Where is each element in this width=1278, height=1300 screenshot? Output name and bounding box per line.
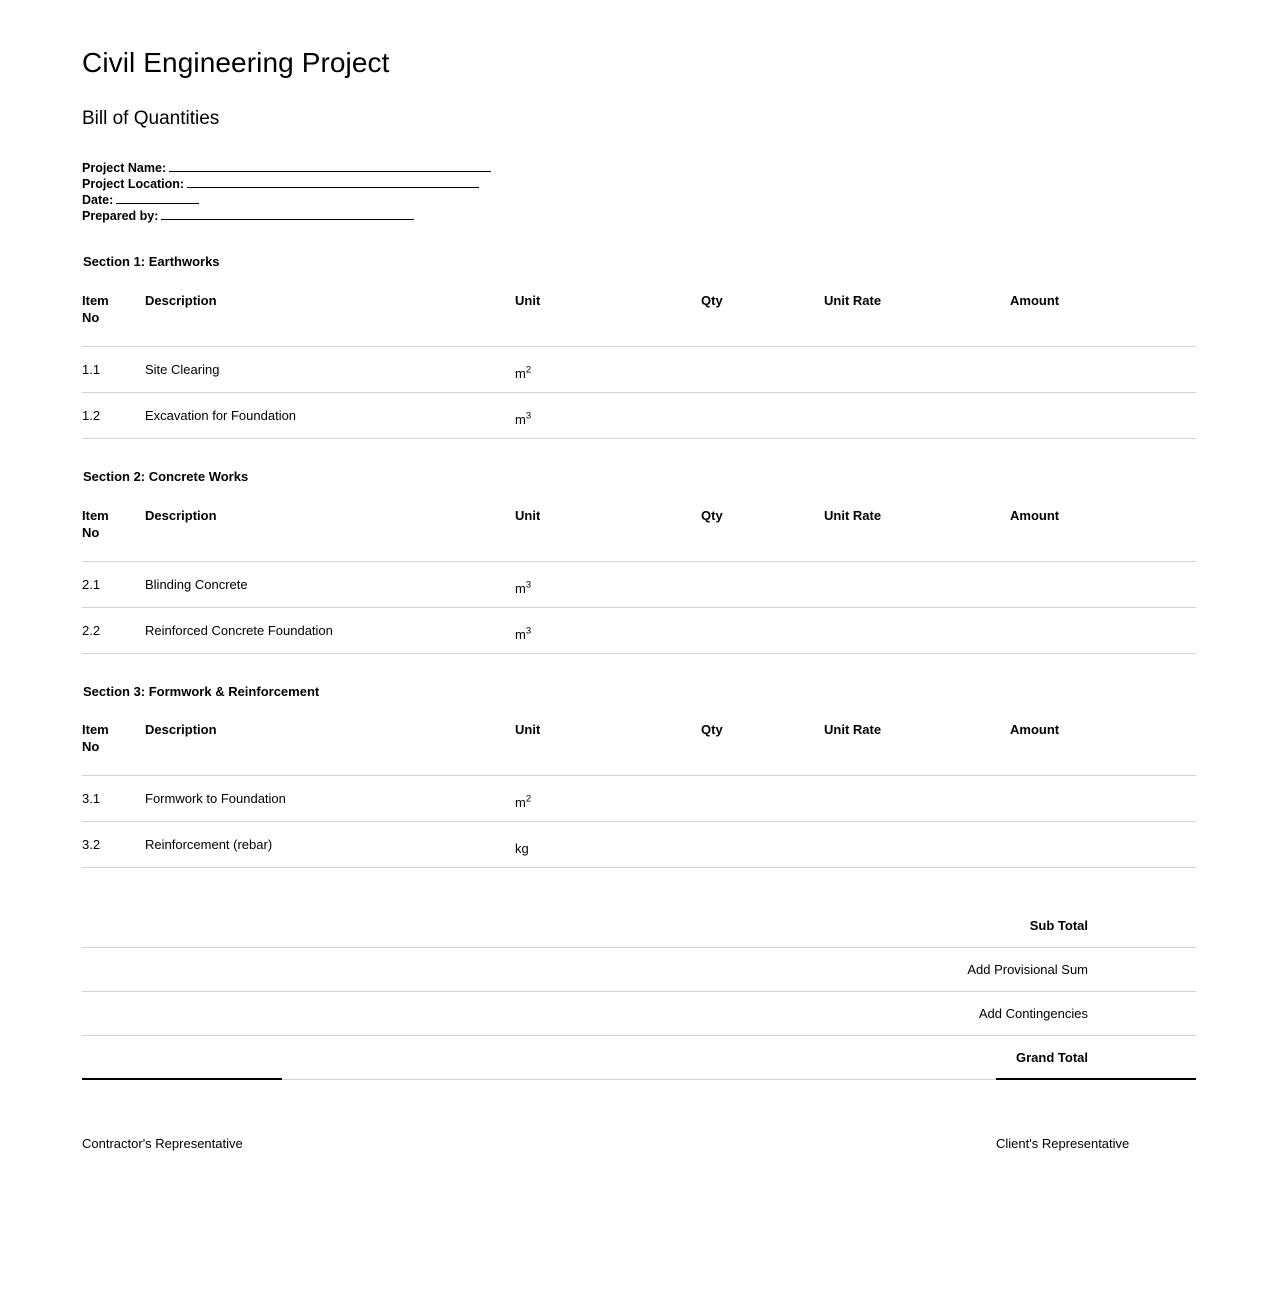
project-info-label: Date: xyxy=(82,193,114,208)
unit-exponent: 2 xyxy=(525,793,532,805)
project-info-input[interactable] xyxy=(161,209,414,220)
column-header-unit: Unit xyxy=(515,292,541,308)
cell-amount[interactable] xyxy=(1010,607,1196,653)
project-info-line xyxy=(82,176,1196,192)
section-title: Section 2: Concrete Works xyxy=(83,468,249,484)
cell-unit-rate[interactable] xyxy=(824,822,1010,868)
cell-unit xyxy=(515,822,701,868)
unit-base: m xyxy=(515,411,526,427)
cell-unit-rate[interactable] xyxy=(824,346,1010,392)
cell-item-no: 3.1 xyxy=(82,776,145,822)
cell-qty[interactable] xyxy=(701,346,824,392)
boq-section xyxy=(82,254,1196,439)
boq-section xyxy=(82,469,1196,654)
table-row xyxy=(82,607,1196,653)
cell-unit-rate[interactable] xyxy=(824,776,1010,822)
column-header-qty: Qty xyxy=(701,292,723,308)
cell-description: Excavation for Foundation xyxy=(145,392,515,438)
unit-value xyxy=(515,795,531,810)
column-header-item-no-line1: Item xyxy=(82,722,109,738)
column-header-item-no-line2: No xyxy=(82,524,100,540)
column-header-item-no-line2: No xyxy=(82,309,100,325)
table-header-row xyxy=(82,721,1196,776)
signature-contractor xyxy=(82,1078,282,1152)
totals-row xyxy=(82,948,1196,992)
cell-item-no: 3.2 xyxy=(82,822,145,868)
table-row xyxy=(82,776,1196,822)
unit-base: kg xyxy=(515,841,529,857)
cell-qty[interactable] xyxy=(701,607,824,653)
column-header-unit-rate: Unit Rate xyxy=(824,507,882,523)
cell-unit xyxy=(515,346,701,392)
unit-exponent: 3 xyxy=(525,579,532,591)
signature-line-contractor[interactable] xyxy=(82,1078,282,1080)
table-row xyxy=(82,561,1196,607)
column-header-amount: Amount xyxy=(1010,507,1060,523)
project-info-label: Prepared by: xyxy=(82,209,159,224)
cell-amount[interactable] xyxy=(1010,822,1196,868)
table-row xyxy=(82,346,1196,392)
column-header-unit-rate: Unit Rate xyxy=(824,292,882,308)
cell-item-no: 2.2 xyxy=(82,607,145,653)
table-row xyxy=(82,822,1196,868)
project-info-line xyxy=(82,160,1196,176)
unit-base: m xyxy=(515,365,526,381)
cell-item-no: 1.1 xyxy=(82,346,145,392)
cell-description: Reinforced Concrete Foundation xyxy=(145,607,515,653)
table-header-row xyxy=(82,507,1196,562)
cell-qty[interactable] xyxy=(701,561,824,607)
column-header-item-no-line2: No xyxy=(82,739,100,755)
unit-value xyxy=(515,627,531,642)
column-header-item-no xyxy=(82,721,145,776)
column-header-description: Description xyxy=(145,722,217,738)
cell-unit xyxy=(515,776,701,822)
column-header-description: Description xyxy=(145,292,217,308)
project-info-line xyxy=(82,192,1196,208)
column-header-description: Description xyxy=(145,507,217,523)
unit-exponent: 2 xyxy=(525,364,532,376)
cell-amount[interactable] xyxy=(1010,346,1196,392)
unit-base: m xyxy=(515,580,526,596)
section-title: Section 3: Formwork & Reinforcement xyxy=(83,683,320,699)
totals-value[interactable] xyxy=(1142,948,1196,992)
project-info-label: Project Name: xyxy=(82,161,167,176)
column-header-unit: Unit xyxy=(515,722,541,738)
column-header-amount: Amount xyxy=(1010,722,1060,738)
signature-caption-contractor: Contractor's Representative xyxy=(82,1136,243,1151)
totals-value[interactable] xyxy=(1142,904,1196,948)
table-header-row xyxy=(82,292,1196,347)
signature-caption-client: Client's Representative xyxy=(996,1136,1130,1151)
unit-exponent: 3 xyxy=(525,410,532,422)
project-info-block xyxy=(82,160,1196,224)
cell-amount[interactable] xyxy=(1010,776,1196,822)
unit-exponent: 3 xyxy=(525,625,532,637)
totals-table xyxy=(82,904,1196,1080)
section-title: Section 1: Earthworks xyxy=(83,254,220,270)
totals-row xyxy=(82,1036,1196,1080)
unit-value xyxy=(515,412,531,427)
cell-unit-rate[interactable] xyxy=(824,392,1010,438)
unit-value xyxy=(515,366,531,381)
project-info-label: Project Location: xyxy=(82,177,185,192)
project-info-input[interactable] xyxy=(116,193,199,204)
project-info-line xyxy=(82,208,1196,224)
signature-block xyxy=(82,1078,1196,1198)
cell-unit xyxy=(515,607,701,653)
unit-base: m xyxy=(515,626,526,642)
cell-unit xyxy=(515,392,701,438)
cell-unit-rate[interactable] xyxy=(824,561,1010,607)
signature-client xyxy=(996,1078,1196,1152)
cell-item-no: 1.2 xyxy=(82,392,145,438)
cell-description: Site Clearing xyxy=(145,346,515,392)
cell-unit-rate[interactable] xyxy=(824,607,1010,653)
signature-line-client[interactable] xyxy=(996,1078,1196,1080)
unit-value xyxy=(515,841,529,856)
totals-row xyxy=(82,904,1196,948)
column-header-unit-rate: Unit Rate xyxy=(824,722,882,738)
totals-label: Add Provisional Sum xyxy=(82,948,1142,992)
page-title: Civil Engineering Project xyxy=(82,47,390,78)
table-row xyxy=(82,392,1196,438)
column-header-item-no xyxy=(82,507,145,562)
column-header-item-no-line1: Item xyxy=(82,292,109,308)
column-header-amount: Amount xyxy=(1010,292,1060,308)
cell-description: Blinding Concrete xyxy=(145,561,515,607)
cell-unit xyxy=(515,561,701,607)
boq-section xyxy=(82,684,1196,869)
column-header-item-no xyxy=(82,292,145,347)
cell-amount[interactable] xyxy=(1010,392,1196,438)
totals-label: Add Contingencies xyxy=(82,992,1142,1036)
totals-row xyxy=(82,992,1196,1036)
cell-description: Formwork to Foundation xyxy=(145,776,515,822)
project-info-input[interactable] xyxy=(187,177,479,188)
unit-base: m xyxy=(515,795,526,811)
cell-qty[interactable] xyxy=(701,392,824,438)
cell-qty[interactable] xyxy=(701,822,824,868)
totals-value[interactable] xyxy=(1142,992,1196,1036)
cell-item-no: 2.1 xyxy=(82,561,145,607)
totals-value[interactable] xyxy=(1142,1036,1196,1080)
boq-table xyxy=(82,721,1196,868)
totals-label: Grand Total xyxy=(82,1036,1142,1080)
cell-description: Reinforcement (rebar) xyxy=(145,822,515,868)
sections-host xyxy=(82,254,1196,868)
column-header-item-no-line1: Item xyxy=(82,507,109,523)
column-header-unit: Unit xyxy=(515,507,541,523)
project-info-input[interactable] xyxy=(169,161,491,172)
cell-amount[interactable] xyxy=(1010,561,1196,607)
totals-label: Sub Total xyxy=(1029,918,1088,934)
column-header-qty: Qty xyxy=(701,722,723,738)
unit-value xyxy=(515,581,531,596)
column-header-qty: Qty xyxy=(701,507,723,523)
boq-table xyxy=(82,292,1196,439)
cell-qty[interactable] xyxy=(701,776,824,822)
boq-table xyxy=(82,507,1196,654)
page-subtitle: Bill of Quantities xyxy=(82,107,220,129)
